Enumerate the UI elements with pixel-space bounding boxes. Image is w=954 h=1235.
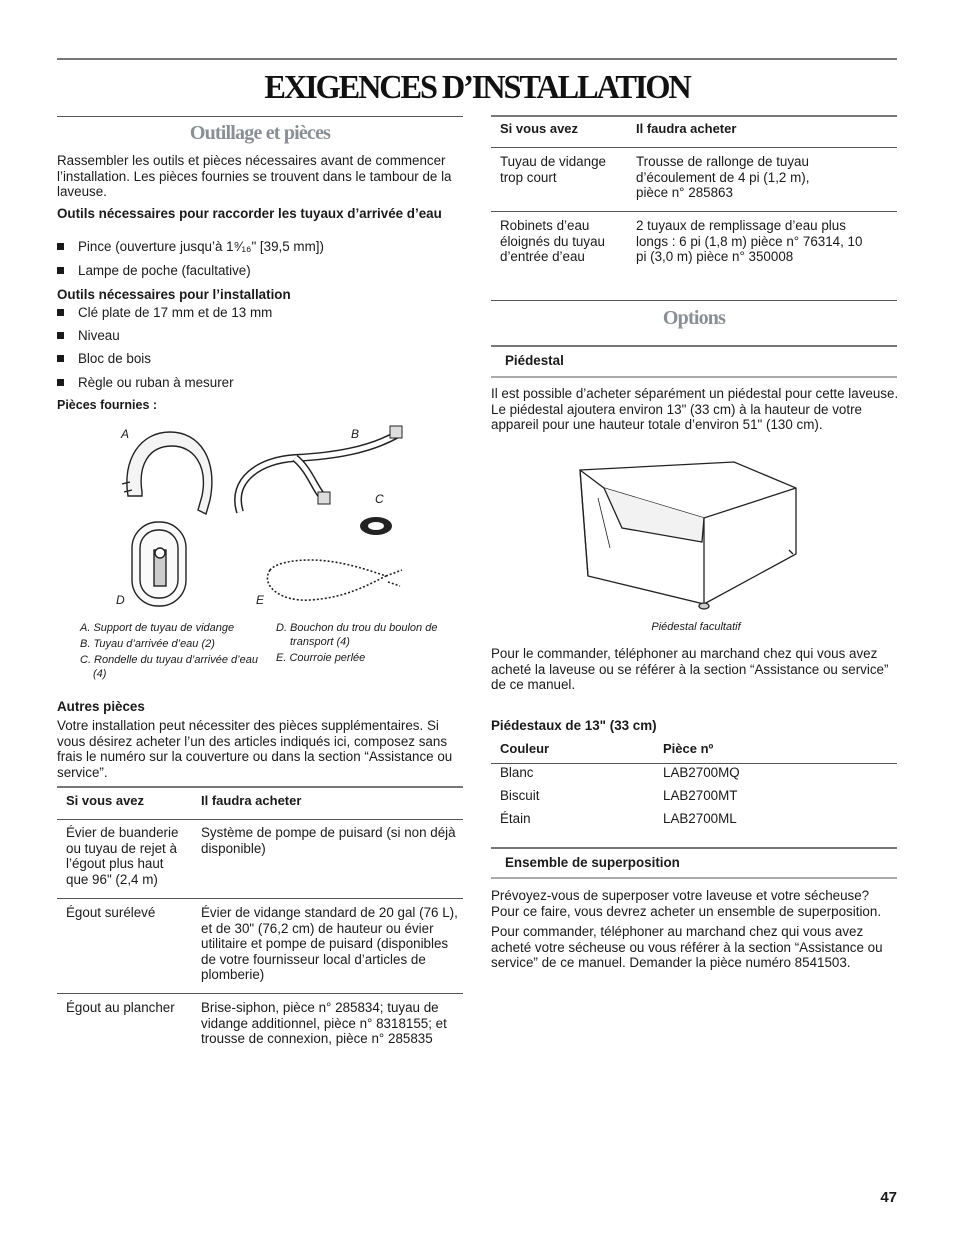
list-item: Clé plate de 17 mm et de 13 mm [57,305,272,321]
list-item: Lampe de poche (facultative) [57,263,251,279]
stack-heading: Ensemble de superposition [505,855,680,870]
table-cell: Brise-siphon, pièce n° 285834; tuyau de vidange additionnel, pièce n° 8318155; et trousse de connexion, pièce n° 285835 [201,1000,447,1047]
order-text: Pour le commander, téléphoner au marchand chez qui vous avez acheté la laveuse ou se référer à la section “Assistance ou service” de ce manuel. [491,646,889,693]
table-cell: Robinets d’eau éloignés du tuyau d’entrée d’eau [500,218,605,265]
table-header: Il faudra acheter [636,121,737,136]
page-number: 47 [880,1189,897,1206]
install-tools-heading: Outils nécessaires pour l’installation [57,287,291,302]
other-parts-text: Votre installation peut nécessiter des pièces supplémentaires. Si vous désirez acheter l’un des articles indiqués ici, composez sans frais le numéro sur la couverture ou dans la section “Assistance ou service”. [57,718,453,780]
parts-captions-right: D. Bouchon du trou du boulon de transport (4) E. Courroie perlée [276,622,438,664]
table-cell: 2 tuyaux de remplissage d’eau plus longs : 6 pi (1,8 m) pièce n° 76314, 10 pi (3,0 m) pièce n° 350008 [636,218,863,265]
list-item: Pince (ouverture jusqu’à 1⁹⁄₁₆" [39,5 mm]) [57,239,324,255]
parts-heading: Pièces fournies : [57,398,158,412]
other-parts-heading: Autres pièces [57,699,145,714]
list-item: Niveau [57,328,120,344]
table-cell: Biscuit [500,788,540,803]
parts-illustration [110,420,410,610]
stack-text-2: Pour commander, téléphoner au marchand chez qui vous avez acheté votre sécheuse ou vous référer à la section “Assistance ou service” de ce manuel. Demander la pièce numéro 8541503. [491,924,883,971]
table-cell: Étain [500,811,531,826]
tools-intro: Rassembler les outils et pièces nécessaires avant de commencer l’installation. Les pièces fournies se trouvent dans le tambour de la laveuse. [57,153,452,200]
pedestal-table-title: Piédestaux de 13" (33 cm) [491,718,657,733]
pedestal-illustration [574,458,804,608]
part-letter-e: E [256,593,265,607]
pedestal-caption: Piédestal facultatif [651,621,741,633]
list-item: Bloc de bois [57,351,151,367]
table-rule [57,786,463,788]
list-item: Règle ou ruban à mesurer [57,375,234,391]
part-letter-c: C [375,492,384,506]
table-header: Si vous avez [500,121,579,136]
table-header: Si vous avez [66,793,145,808]
table-cell: Évier de buanderie ou tuyau de rejet à l’égout plus haut que 96" (2,4 m) [66,825,179,887]
table-cell: Égout surélevé [66,905,156,920]
beaded-strap-icon [267,560,402,600]
table-cell: Tuyau de vidange trop court [500,154,606,185]
part-letter-b: B [351,427,360,441]
table-header: Couleur [500,741,550,756]
table-cell: Évier de vidange standard de 20 gal (76 L), et de 30" (76,2 cm) de hauteur ou évier utilitaire et pompe de puisard (disponibles de votre fournisseur local d’articles de plomberie) [201,905,458,983]
table-header: Il faudra acheter [201,793,302,808]
options-heading: Options [662,307,726,329]
table-header: Pièce nº [663,741,714,756]
tools-heading: Outillage et pièces [189,122,331,144]
part-letter-d: D [116,593,125,607]
top-rule [57,58,897,60]
inlet-hose-icon [238,426,402,512]
page-title: EXIGENCES D’INSTALLATION [264,69,690,106]
table-cell: Égout au plancher [66,1000,175,1015]
table-cell: Blanc [500,765,534,780]
pedestal-text: Il est possible d’acheter séparément un piédestal pour cette laveuse. Le piédestal ajoutera environ 13" (33 cm) à la hauteur de votre appareil pour une hauteur totale d’environ 51" (130 cm). [491,386,899,433]
pedestal-icon [580,462,796,609]
pedestal-heading: Piédestal [505,353,564,368]
hose-washer-icon [360,517,392,535]
table-cell: Système de pompe de puisard (si non déjà disponible) [201,825,456,856]
table-cell: LAB2700MQ [663,765,740,780]
table-cell: LAB2700MT [663,788,738,803]
water-tools-heading: Outils nécessaires pour raccorder les tuyaux d’arrivée d’eau [57,206,442,221]
bolt-plug-icon [132,522,186,606]
table-cell: Trousse de rallonge de tuyau d’écoulement de 4 pi (1,2 m), pièce n° 285863 [636,154,810,201]
parts-captions-left: A. Support de tuyau de vidange B. Tuyau d’arrivée d’eau (2) C. Rondelle du tuyau d’arrivée d’eau (4) [80,622,258,680]
table-cell: LAB2700ML [663,811,737,826]
drain-hose-support-icon [122,432,212,514]
stack-text-1: Prévoyez-vous de superposer votre laveuse et votre sécheuse? Pour ce faire, vous devrez acheter un ensemble de superposition. [491,888,882,919]
part-letter-a: A [121,427,130,441]
left-section-rule [57,116,463,117]
